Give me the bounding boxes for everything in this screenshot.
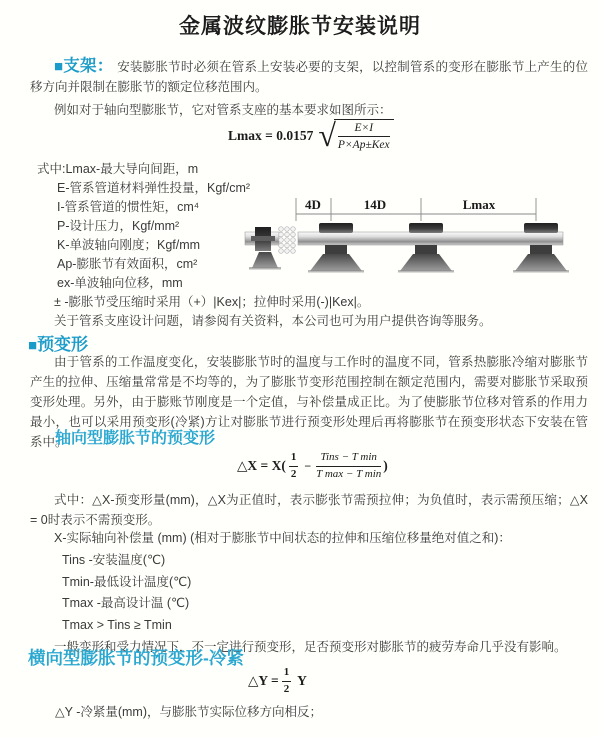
formula-lateral [248,666,307,697]
temperature-fraction: $\frac{\text{Tins − T min}}{\text{T max − T min}}$ [316,451,382,480]
pipe-support-diagram [243,192,598,292]
definition-item: P-设计压力，Kgf/mm² [57,219,180,233]
formula-lmax-lhs: Lmax = 0.0157 [228,127,314,143]
predeform-heading-text: 预变形 [37,335,89,354]
x-definition-line: X-实际轴向补偿量 (mm) (相对于膨胀节中间状态的拉伸和压缩位移量绝对值之和)： [54,531,511,545]
definition-item: Ap-膨胀节有效面积，cm² [57,257,198,271]
axial-note: 一般变形和受力情况下，不一定进行预变形，足否预变形对膨胀节的疲劳寿命几乎没有影响。 [54,639,567,654]
temp-line: Tmax -最高设计温 (℃) [62,596,190,611]
formula-lmax-fraction [334,119,394,153]
one-half-fraction: $\frac{1}{2}$ [283,666,290,695]
temp-line: Tins -安装温度(℃) [62,552,166,567]
guide-support [308,223,364,273]
definition-item: E-管系管道材料弹性投量，Kgf/cm² [57,181,251,195]
predeform-body: 由于管系的工作温度变化，安装膨胀节时的温度与工作时的温度不同，管系热膨胀冷缩对膨胀节产生的拉伸、压缩量常常是不均等的，为了膨胀节变形范围控制在额定范围内，需要对膨胀节采取预变形处理。另外，由于膨账节刚度是一个定值，与补偿量成正比。为了使膨胀节位移对管系的作用力最小，也可以采用预变形(冷紧)方让对膨胀节进行预变形处理后再将膨胀节在预变形状态下安装在管系中。 [30,355,588,449]
formula-lmax-denominator: P×Ap±Kex [337,139,390,152]
definition-item: K-单波轴向刚度；Kgf/mm [57,238,201,252]
definition-service-note: 关于管系支座设计问题，请参阅有关资料，本公司也可为用户提供咨询等服务。 [54,314,492,328]
temp-relation-line: Tmax > Tins ≥ Tmin [62,618,172,633]
guide-support [398,223,454,273]
dim-label-14d: 14D [363,197,387,212]
bellows-coils [279,227,296,254]
section-label-support: 支架： [63,57,114,75]
support-intro-text: 安装膨胀节时必须在管系上安装必要的支架，以控制管系的变形在膨胀节上产生的位移方向并限制在膨胀节的额定位移范围内。 [30,60,588,94]
formula-axial-lhs: △X = X( [237,458,286,474]
definitions-lead: 式中:Lmax-最大导向间距，m [37,162,199,176]
support-example-line: 例如对于轴向型膨胀节，它对管系支座的基本要求如图所示： [54,103,392,117]
dim-label-4d: 4D [305,197,321,212]
pipe-main [298,232,563,245]
formula-axial [237,451,388,482]
dim-label-lmax: Lmax [462,197,496,212]
axial-explain: 式中：△X-预变形量(mm)，△X为正值时，表示膨张节需预拉伸；为负值时，表示需预压缩；△X = 0时表示不需预变形。 [30,493,588,527]
definition-item: ex-单波轴向位移，mm [57,276,183,290]
axial-parameter-lines [30,528,590,659]
formula-lmax [228,116,394,153]
sqrt-radical-sign: √ [318,116,336,153]
formula-lmax-numerator: E×I [338,121,390,137]
lateral-subheading: 横向型膨胀节的预变形-冷紧 [28,648,244,668]
page-title: 金属波纹膨胀节安装说明 [179,15,421,38]
support-intro-paragraph [30,56,588,97]
axial-subheading: 轴向型膨胀节的预变形 [55,430,216,447]
guide-support [513,223,569,273]
minus-operator: − [304,458,312,473]
definition-item: I-管系管道的惯性矩，cm⁴ [57,200,200,214]
section-square-icon: ■ [28,337,38,354]
section-square-icon: ■ [54,58,64,75]
formula-lateral-lhs: △Y = [248,673,279,689]
formula-lateral-rhs: Y [294,673,307,689]
definition-sign-note: ± -膨胀节受压缩时采用（+）|Kex|；拉伸时采用(-)|Kex|。 [54,295,370,309]
one-half-fraction: $\frac{1}{2}$ [290,451,297,480]
dimension-lines [296,198,536,221]
formula-axial-rparen: ) [383,458,388,474]
lateral-note: △Y -冷紧量(mm)，与膨胀节实际位移方向相反； [55,705,323,719]
temp-line: Tmin-最低设计温度(℃) [62,574,192,589]
